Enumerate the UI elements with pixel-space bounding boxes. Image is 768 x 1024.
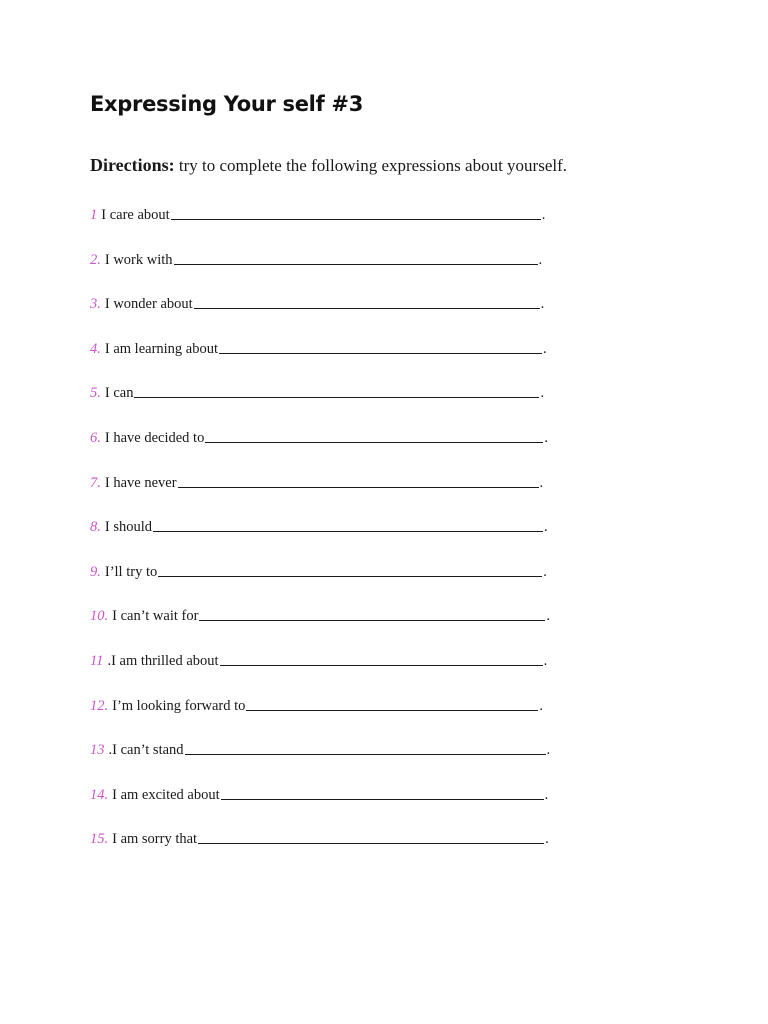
prompt-number: 2. — [90, 251, 101, 268]
prompt-text: I am thrilled about — [111, 652, 219, 669]
prompt-text: I am excited about — [112, 786, 220, 803]
prompt-end: . — [546, 742, 551, 759]
prompt-item-12 — [90, 695, 550, 740]
answer-blank[interactable] — [174, 249, 538, 265]
answer-blank[interactable] — [185, 739, 546, 755]
answer-blank[interactable] — [220, 650, 543, 666]
answer-blank[interactable] — [171, 204, 541, 220]
answer-blank[interactable] — [134, 382, 539, 398]
answer-blank[interactable] — [194, 293, 540, 309]
prompt-end: . — [539, 474, 544, 491]
prompt-end: . — [546, 608, 551, 625]
prompt-text: I have never — [104, 474, 177, 491]
prompt-number: 3. — [90, 296, 101, 313]
prompt-item-7 — [90, 472, 550, 517]
prompt-number: 9. — [90, 563, 101, 580]
prompt-text: I can’t wait for — [112, 608, 199, 625]
prompt-number: 14. — [90, 786, 109, 803]
directions — [90, 155, 567, 176]
answer-blank[interactable] — [199, 605, 545, 621]
prompt-separator: . — [108, 742, 113, 759]
prompt-item-8 — [90, 516, 550, 561]
prompt-number: 12. — [90, 697, 109, 714]
prompt-end: . — [543, 340, 547, 357]
prompt-number: 10. — [90, 608, 109, 625]
answer-blank[interactable] — [246, 695, 538, 711]
prompt-end: . — [545, 831, 549, 848]
prompt-text: I care about — [101, 207, 170, 223]
prompt-text: I can — [104, 385, 134, 402]
prompt-text: I wonder about — [104, 296, 193, 313]
page-title: Expressing Your self #3 — [90, 92, 364, 116]
prompt-end: . — [544, 519, 548, 536]
prompt-end: . — [538, 251, 543, 268]
prompt-item-9 — [90, 561, 550, 606]
prompt-number: 7. — [90, 474, 101, 491]
answer-blank[interactable] — [153, 516, 543, 532]
prompt-list — [90, 204, 550, 873]
prompt-item-10 — [90, 605, 550, 650]
prompt-text: I am sorry that — [112, 831, 198, 848]
prompt-text: I have decided to — [104, 429, 205, 446]
prompt-item-1 — [90, 204, 550, 249]
prompt-text: I should — [104, 519, 152, 536]
prompt-item-4 — [90, 338, 550, 383]
prompt-number: 11 — [90, 652, 104, 669]
prompt-end: . — [540, 385, 545, 402]
prompt-end: . — [541, 207, 546, 223]
prompt-text: I work with — [104, 251, 173, 268]
prompt-item-2 — [90, 249, 550, 294]
answer-blank[interactable] — [158, 561, 542, 577]
answer-blank[interactable] — [198, 828, 544, 844]
prompt-text: I am learning about — [104, 340, 219, 357]
prompt-end: . — [543, 563, 547, 580]
prompt-end: . — [540, 296, 545, 313]
prompt-end: . — [544, 786, 549, 803]
prompt-end: . — [539, 697, 544, 714]
prompt-item-14 — [90, 784, 550, 829]
prompt-item-6 — [90, 427, 550, 472]
prompt-item-13 — [90, 739, 550, 784]
directions-text: try to complete the following expressions about yourself. — [174, 156, 567, 175]
prompt-number: 13 — [90, 742, 105, 759]
answer-blank[interactable] — [219, 338, 542, 354]
prompt-number: 15. — [90, 831, 109, 848]
prompt-item-11 — [90, 650, 550, 695]
prompt-item-5 — [90, 382, 550, 427]
prompt-separator: . — [107, 652, 112, 669]
prompt-number: 5. — [90, 385, 101, 402]
prompt-end: . — [544, 429, 548, 446]
answer-blank[interactable] — [205, 427, 543, 443]
prompt-end: . — [543, 652, 548, 669]
answer-blank[interactable] — [221, 784, 544, 800]
answer-blank[interactable] — [178, 472, 539, 488]
prompt-number: 4. — [90, 340, 101, 357]
prompt-number: 1 — [90, 207, 98, 223]
prompt-number: 8. — [90, 519, 101, 536]
prompt-text: I’m looking forward to — [112, 697, 246, 714]
prompt-text: I’ll try to — [104, 563, 158, 580]
prompt-number: 6. — [90, 429, 101, 446]
prompt-text: I can’t stand — [112, 742, 184, 759]
prompt-item-15 — [90, 828, 550, 873]
directions-label: Directions: — [90, 155, 175, 175]
prompt-item-3 — [90, 293, 550, 338]
